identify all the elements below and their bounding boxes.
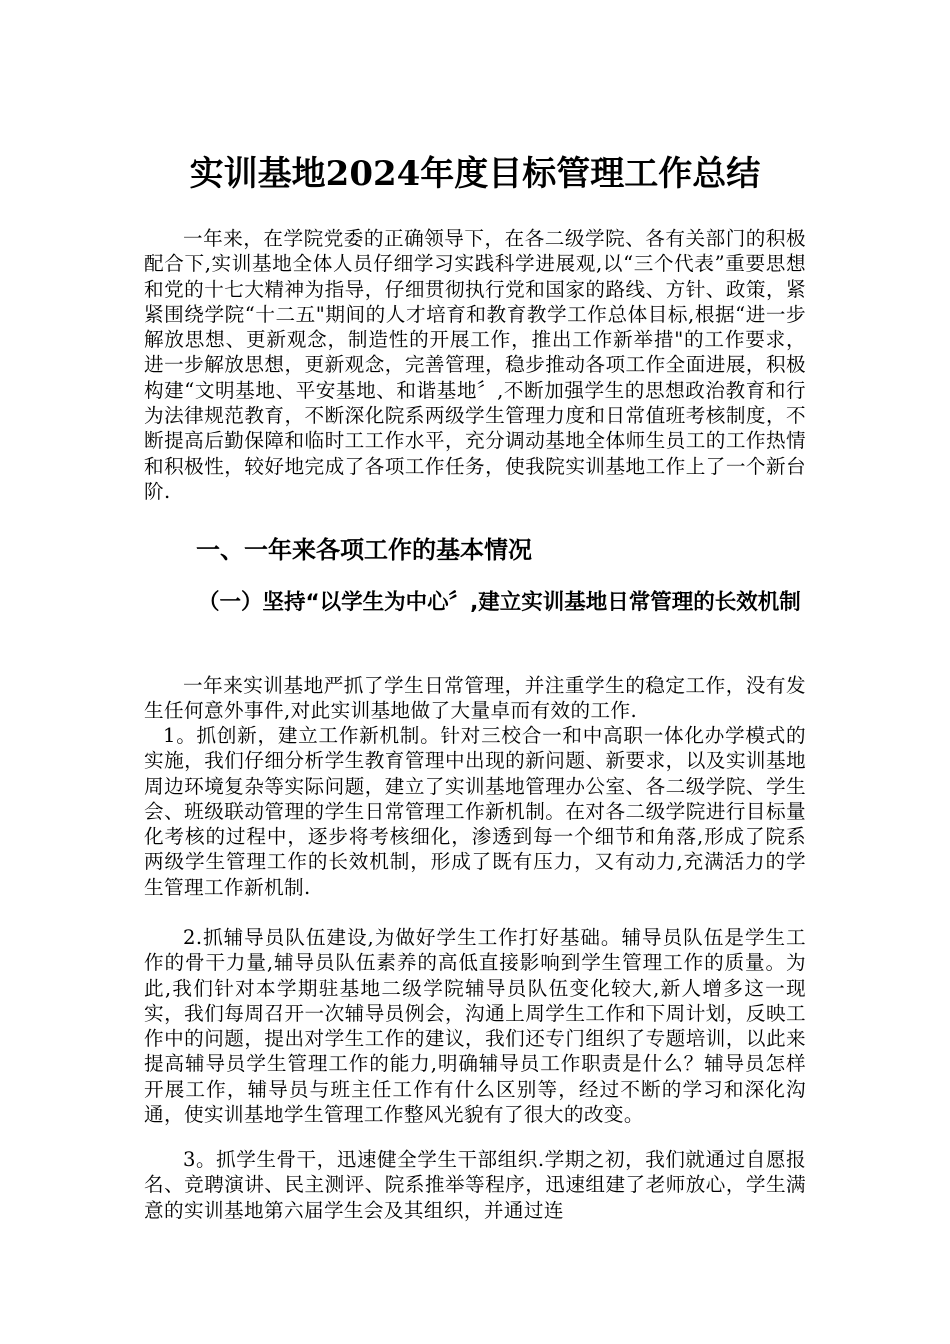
- subsection-heading-1: （一）坚持“以学生为中心〞,建立实训基地日常管理的长效机制: [198, 590, 801, 615]
- item-2-paragraph: 2.抓辅导员队伍建设,为做好学生工作打好基础。辅导员队伍是学生工作的骨干力量,辅导员队伍素养的高低直接影响到学生管理工作的质量。为此,我们针对本学期驻基地二级学院辅导员队伍变化较大,新人增多这一现实，我们每周召开一次辅导员例会，沟通上周学生工作和下周计划，反映工作中的问题，提出对学生工作的建议，我们还专门组织了专题培训，以此来提高辅导员学生管理工作的能力,明确辅导员工作职责是什么？辅导员怎样开展工作，辅导员与班主任工作有什么区别等，经过不断的学习和深化沟通，使实训基地学生管理工作整风光貌有了很大的改变。: [144, 926, 806, 1127]
- intro-paragraph: 一年来，在学院党委的正确领导下，在各二级学院、各有关部门的积极配合下,实训基地全体人员仔细学习实践科学进展观,以“三个代表”重要思想和党的十七大精神为指导，仔细贯彻执行党和国家的路线、方针、政策，紧紧围绕学院“十二五"期间的人才培育和教育教学工作总体目标,根据“进一步解放思想、更新观念，制造性的开展工作，推出工作新举措"的工作要求，进一步解放思想，更新观念，完善管理，稳步推动各项工作全面进展，积极构建“文明基地、平安基地、和谐基地〞,不断加强学生的思想政治教育和行为法律规范教育，不断深化院系两级学生管理力度和日常值班考核制度，不断提高后勤保障和临时工工作水平，充分调动基地全体师生员工的工作热情和积极性，较好地完成了各项工作任务，使我院实训基地工作上了一个新台阶.: [144, 227, 806, 503]
- overview-paragraph: 一年来实训基地严抓了学生日常管理，并注重学生的稳定工作，没有发生任何意外事件,对此实训基地做了大量卓而有效的工作.: [144, 674, 806, 723]
- item-3-paragraph: 3。抓学生骨干，迅速健全学生干部组织.学期之初，我们就通过自愿报名、竞聘演讲、民主测评、院系推举等程序，迅速组建了老师放心，学生满意的实训基地第六届学生会及其组织，并通过连: [144, 1148, 806, 1222]
- item-1-paragraph: 1。抓创新，建立工作新机制。针对三校合一和中高职一体化办学模式的实施，我们仔细分析学生教育管理中出现的新问题、新要求，以及实训基地周边环境复杂等实际问题，建立了实训基地管理办公室、各二级学院、学生会、班级联动管理的学生日常管理工作新机制。在对各二级学院进行目标量化考核的过程中，逐步将考核细化，渗透到每一个细节和角落,形成了院系两级学生管理工作的长效机制，形成了既有压力，又有动力,充满活力的学生管理工作新机制.: [144, 724, 806, 899]
- section-heading-1: 一、一年来各项工作的基本情况: [196, 536, 532, 564]
- document-title: 实训基地2024年度目标管理工作总结: [189, 154, 761, 194]
